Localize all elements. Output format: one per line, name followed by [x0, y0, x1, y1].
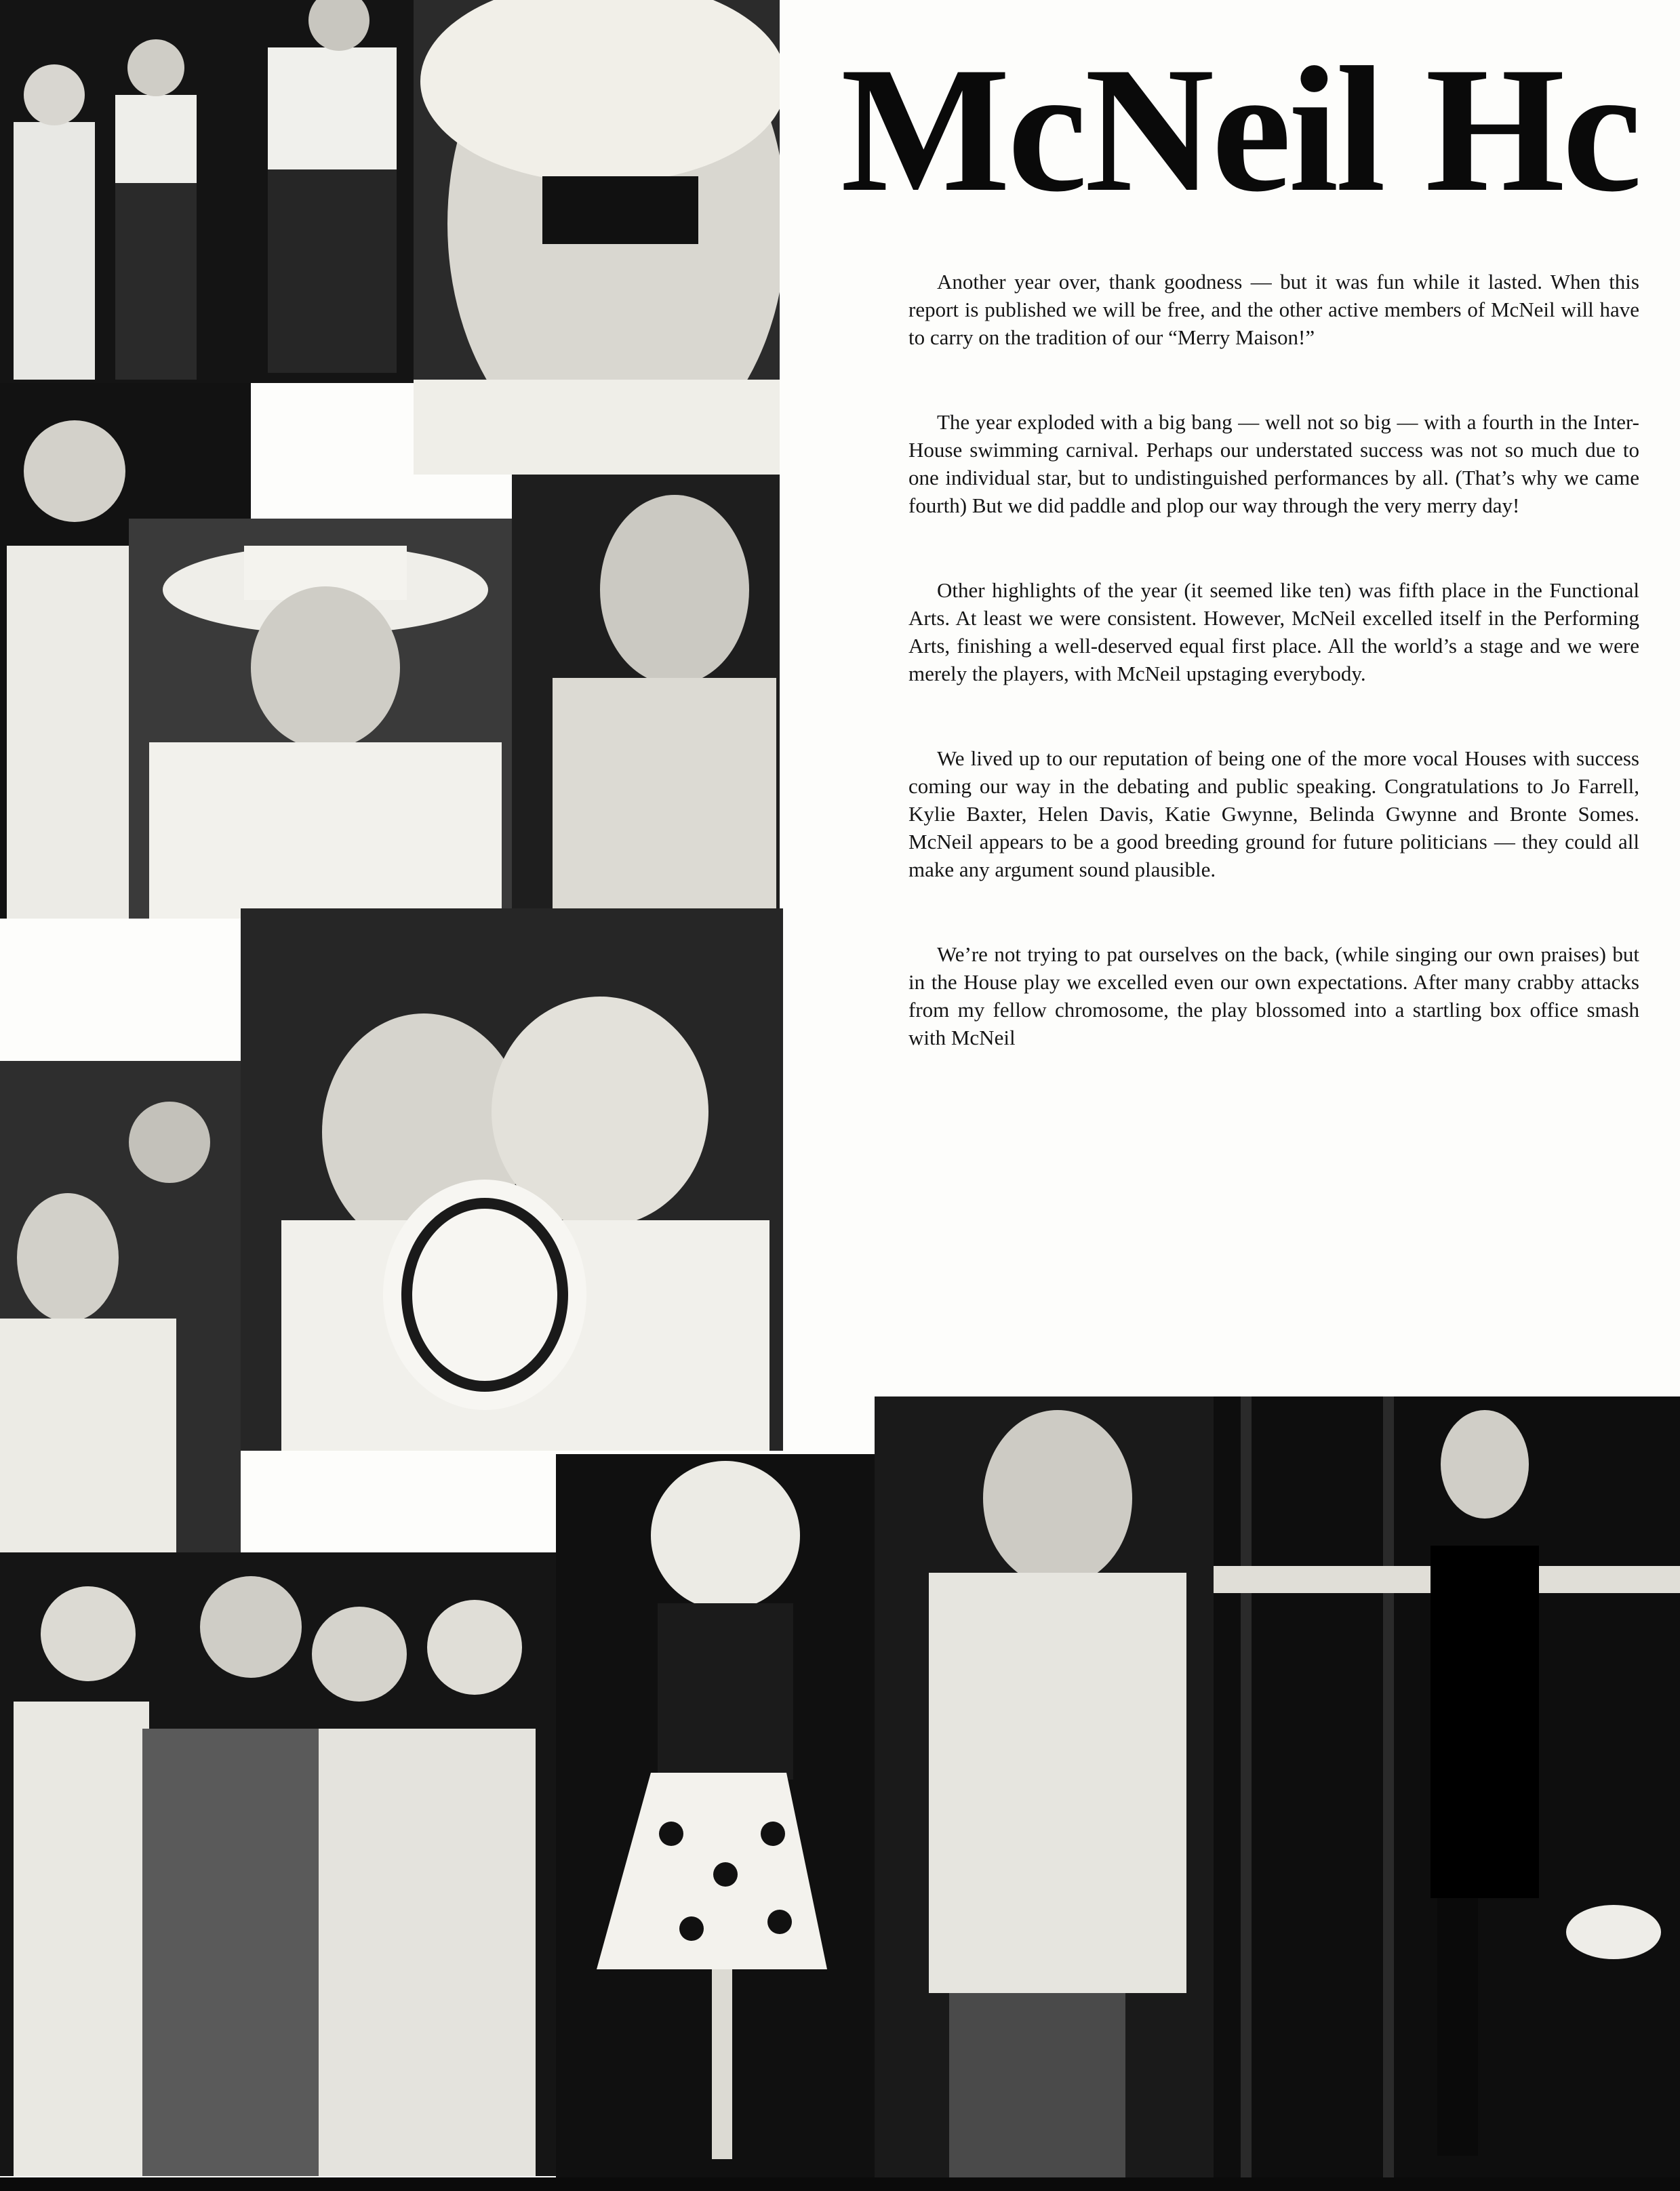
photo-crowd-seated — [0, 1061, 241, 1556]
article-body — [908, 268, 1639, 1108]
photo-girl-with-sunglasses — [414, 0, 780, 475]
photo-two-girls-laughing — [241, 908, 783, 1451]
photo-students-on-stage — [0, 0, 414, 383]
photo-laughing-performer — [875, 1396, 1214, 2177]
article-paragraph: Other highlights of the year (it seemed like ten) was fifth place in the Functional Arts. At least we were consistent. However, McNeil excelled itself in the Performing Arts, finishing a well-deserved equal first place. All the world’s a stage and we were merely the players, with McNeil upstaging everybody. — [908, 578, 1639, 685]
photo-girl-in-sun-hat — [129, 519, 512, 919]
photo-girl-looking-up — [512, 475, 780, 915]
article-paragraph: We lived up to our reputation of being one of the more vocal Houses with success coming our way in the debating and public speaking. Congratulations to Jo Farrell, Kylie Baxter, Helen Davis, Katie Gwynne, Belinda Gwynne and Bronte Somes. McNeil appears to be a good breeding ground for future politicians — they could all make any argument sound plausible. — [908, 746, 1639, 881]
page-title: McNeil Hc — [841, 31, 1639, 229]
photo-dancer-in-leotard — [1214, 1396, 1680, 2177]
article-paragraph: We’re not trying to pat ourselves on the back, (while singing our own praises) but in the House play we excelled even our own expectations. After many crabby attacks from my fellow chromosome, the play blossomed into a startling box office smash with McNeil — [908, 942, 1639, 1049]
article-paragraph: Another year over, thank goodness — but it was fun while it lasted. When this report is published we will be free, and the other active members of McNeil will have to carry on the tradition of our “Merry Maison!” — [908, 270, 1639, 349]
photo-girl-in-polka-dot-skirt — [556, 1454, 875, 2177]
article-paragraph: The year exploded with a big bang — well not so big — with a fourth in the Inter-House swimming carnival. Perhaps our understated success was not so much due to one individual star, but to undistinguished performances by all. (That’s why we came fourth) But we did paddle and plop our way through the very merry day! — [908, 410, 1639, 517]
bottom-border — [0, 2177, 1680, 2191]
photo-costumed-dancers — [0, 1552, 556, 2176]
